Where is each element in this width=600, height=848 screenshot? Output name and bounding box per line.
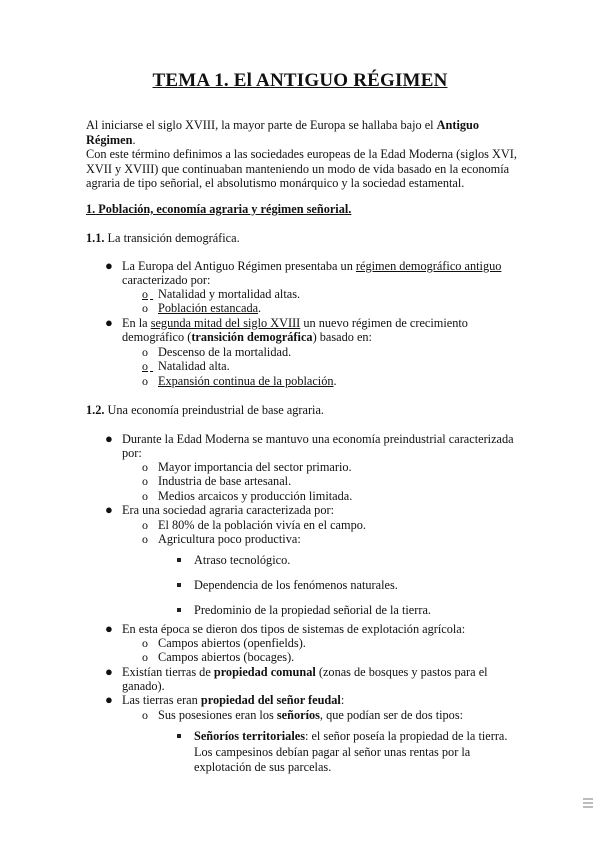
- list-item: Era una sociedad agraria caracterizada por:: [122, 503, 334, 517]
- square-bullet-icon: [177, 734, 181, 738]
- item-bold: transición demográfica: [191, 330, 313, 344]
- bullet-icon: ●: [105, 621, 113, 636]
- page-corner-icon: [583, 798, 593, 812]
- page-title: TEMA 1. El ANTIGUO RÉGIMEN: [152, 70, 448, 91]
- item-bold: propiedad del señor feudal: [200, 693, 341, 707]
- item-period: .: [258, 301, 262, 315]
- sub-sub-item: Predominio de la propiedad señorial de la tierra.: [194, 603, 431, 617]
- list-item: Durante la Edad Moderna se mantuvo una economía preindustrial caracterizada: [122, 432, 514, 446]
- sub-item: Mayor importancia del sector primario.: [158, 460, 352, 474]
- sub-bullet-icon: o: [142, 474, 148, 488]
- subsection-title: La transición demográfica.: [104, 231, 240, 245]
- list-item: [122, 316, 468, 331]
- sub-item: Natalidad y mortalidad altas.: [158, 287, 301, 301]
- item-underlined: Expansión continua de la población: [158, 374, 334, 388]
- list-item-continuation: ganado).: [122, 679, 165, 693]
- sub-item: [158, 374, 337, 389]
- item-bold: propiedad comunal: [213, 665, 316, 679]
- item-text: : el señor poseía la propiedad de la tierra.: [304, 729, 508, 743]
- list-item: En esta época se dieron dos tipos de sistemas de explotación agrícola:: [122, 622, 466, 636]
- intro-paragraph: [86, 118, 526, 191]
- subsection-1-1-heading: [86, 231, 240, 246]
- sub-item: Campos abiertos (openfields).: [158, 636, 306, 650]
- sub-bullet-icon: o: [142, 301, 148, 315]
- item-underlined: Población estancada: [158, 301, 259, 315]
- item-text: En la: [122, 316, 151, 330]
- item-text: La Europa del Antiguo Régimen presentaba un: [122, 259, 356, 273]
- square-bullet-icon: [177, 608, 181, 612]
- sub-bullet-icon: o: [142, 636, 148, 650]
- underline-spacer: [150, 287, 158, 302]
- bullet-icon: ●: [105, 431, 113, 446]
- item-bold: señoríos: [276, 708, 320, 722]
- item-text: ) basado en:: [312, 330, 372, 344]
- sub-item: Agricultura poco productiva:: [158, 532, 301, 546]
- sub-item: [158, 301, 261, 316]
- item-text: (zonas de bosques y pastos para el: [315, 665, 488, 679]
- item-text: , que podían ser de dos tipos:: [319, 708, 464, 722]
- subsection-1-2-heading: [86, 403, 324, 418]
- square-bullet-icon: [177, 583, 181, 587]
- sub-item: Medios arcaicos y producción limitada.: [158, 489, 353, 503]
- sub-bullet-icon: o: [142, 489, 148, 503]
- subsection-number: 1.2.: [86, 403, 105, 417]
- list-item-continuation: [122, 330, 372, 345]
- bullet-icon: ●: [105, 664, 113, 679]
- sub-sub-item-continuation: explotación de sus parcelas.: [194, 760, 332, 774]
- sub-bullet-icon: o: [142, 287, 148, 301]
- intro-bold-term: Antiguo Régimen: [86, 118, 480, 147]
- item-text: demográfico (: [122, 330, 192, 344]
- subsection-title: Una economía preindustrial de base agraria.: [104, 403, 324, 417]
- intro-text: Al iniciarse el siglo XVIII, la mayor parte de Europa se hallaba bajo el: [86, 118, 437, 132]
- bullet-icon: ●: [105, 502, 113, 517]
- sub-sub-item-continuation: Los campesinos debían pagar al señor unas rentas por la: [194, 745, 471, 759]
- list-item-continuation: caracterizado por:: [122, 273, 211, 287]
- intro-period: .: [132, 132, 136, 147]
- item-underlined: segunda mitad del siglo XVIII: [150, 316, 301, 330]
- bullet-icon: ●: [105, 692, 113, 707]
- sub-bullet-icon: o: [142, 460, 148, 474]
- item-text: :: [340, 693, 345, 707]
- item-underlined: régimen demográfico antiguo: [355, 259, 502, 273]
- sub-sub-item: Dependencia de los fenómenos naturales.: [194, 578, 398, 592]
- sub-bullet-icon: o: [142, 345, 148, 359]
- list-item-continuation: por:: [122, 446, 142, 460]
- sub-bullet-icon: o: [142, 650, 148, 664]
- section-heading: 1. Población, economía agraria y régimen señorial.: [86, 202, 352, 216]
- sub-item: [158, 708, 463, 723]
- item-text: Sus posesiones eran los: [158, 708, 277, 722]
- sub-bullet-icon: o: [142, 518, 148, 532]
- sub-item: El 80% de la población vivía en el campo.: [158, 518, 366, 532]
- item-text: Existían tierras de: [122, 665, 214, 679]
- list-item: [122, 665, 488, 680]
- square-bullet-icon: [177, 558, 181, 562]
- sub-bullet-icon: o: [142, 532, 148, 546]
- sub-bullet-icon: o: [142, 359, 148, 373]
- sub-sub-item: Atraso tecnológico.: [194, 553, 291, 567]
- bullet-icon: ●: [105, 315, 113, 330]
- item-bold: Señoríos territoriales: [194, 729, 305, 743]
- sub-bullet-icon: o: [142, 708, 148, 722]
- sub-sub-item: [194, 729, 507, 744]
- bullet-icon: ●: [105, 258, 113, 273]
- item-text: un nuevo régimen de crecimiento: [300, 316, 468, 330]
- sub-item: Natalidad alta.: [158, 359, 230, 373]
- item-period: .: [333, 374, 337, 388]
- sub-bullet-icon: o: [142, 374, 148, 388]
- subsection-number: 1.1.: [86, 231, 105, 245]
- sub-item: Industria de base artesanal.: [158, 474, 292, 488]
- sub-item: Campos abiertos (bocages).: [158, 650, 295, 664]
- intro-definition: Con este término definimos a las sociedades europeas de la Edad Moderna (siglos XVI, XVII y XVIII) que continuaban manteniendo un modo de vida basado en la economía agraria de tipo señorial, el absolutismo monárquico y la sociedad estamental.: [86, 147, 517, 191]
- underline-spacer: [150, 359, 158, 374]
- list-item: [122, 693, 344, 708]
- item-text: Las tierras eran: [122, 693, 201, 707]
- sub-item: Descenso de la mortalidad.: [158, 345, 292, 359]
- list-item: [122, 259, 501, 274]
